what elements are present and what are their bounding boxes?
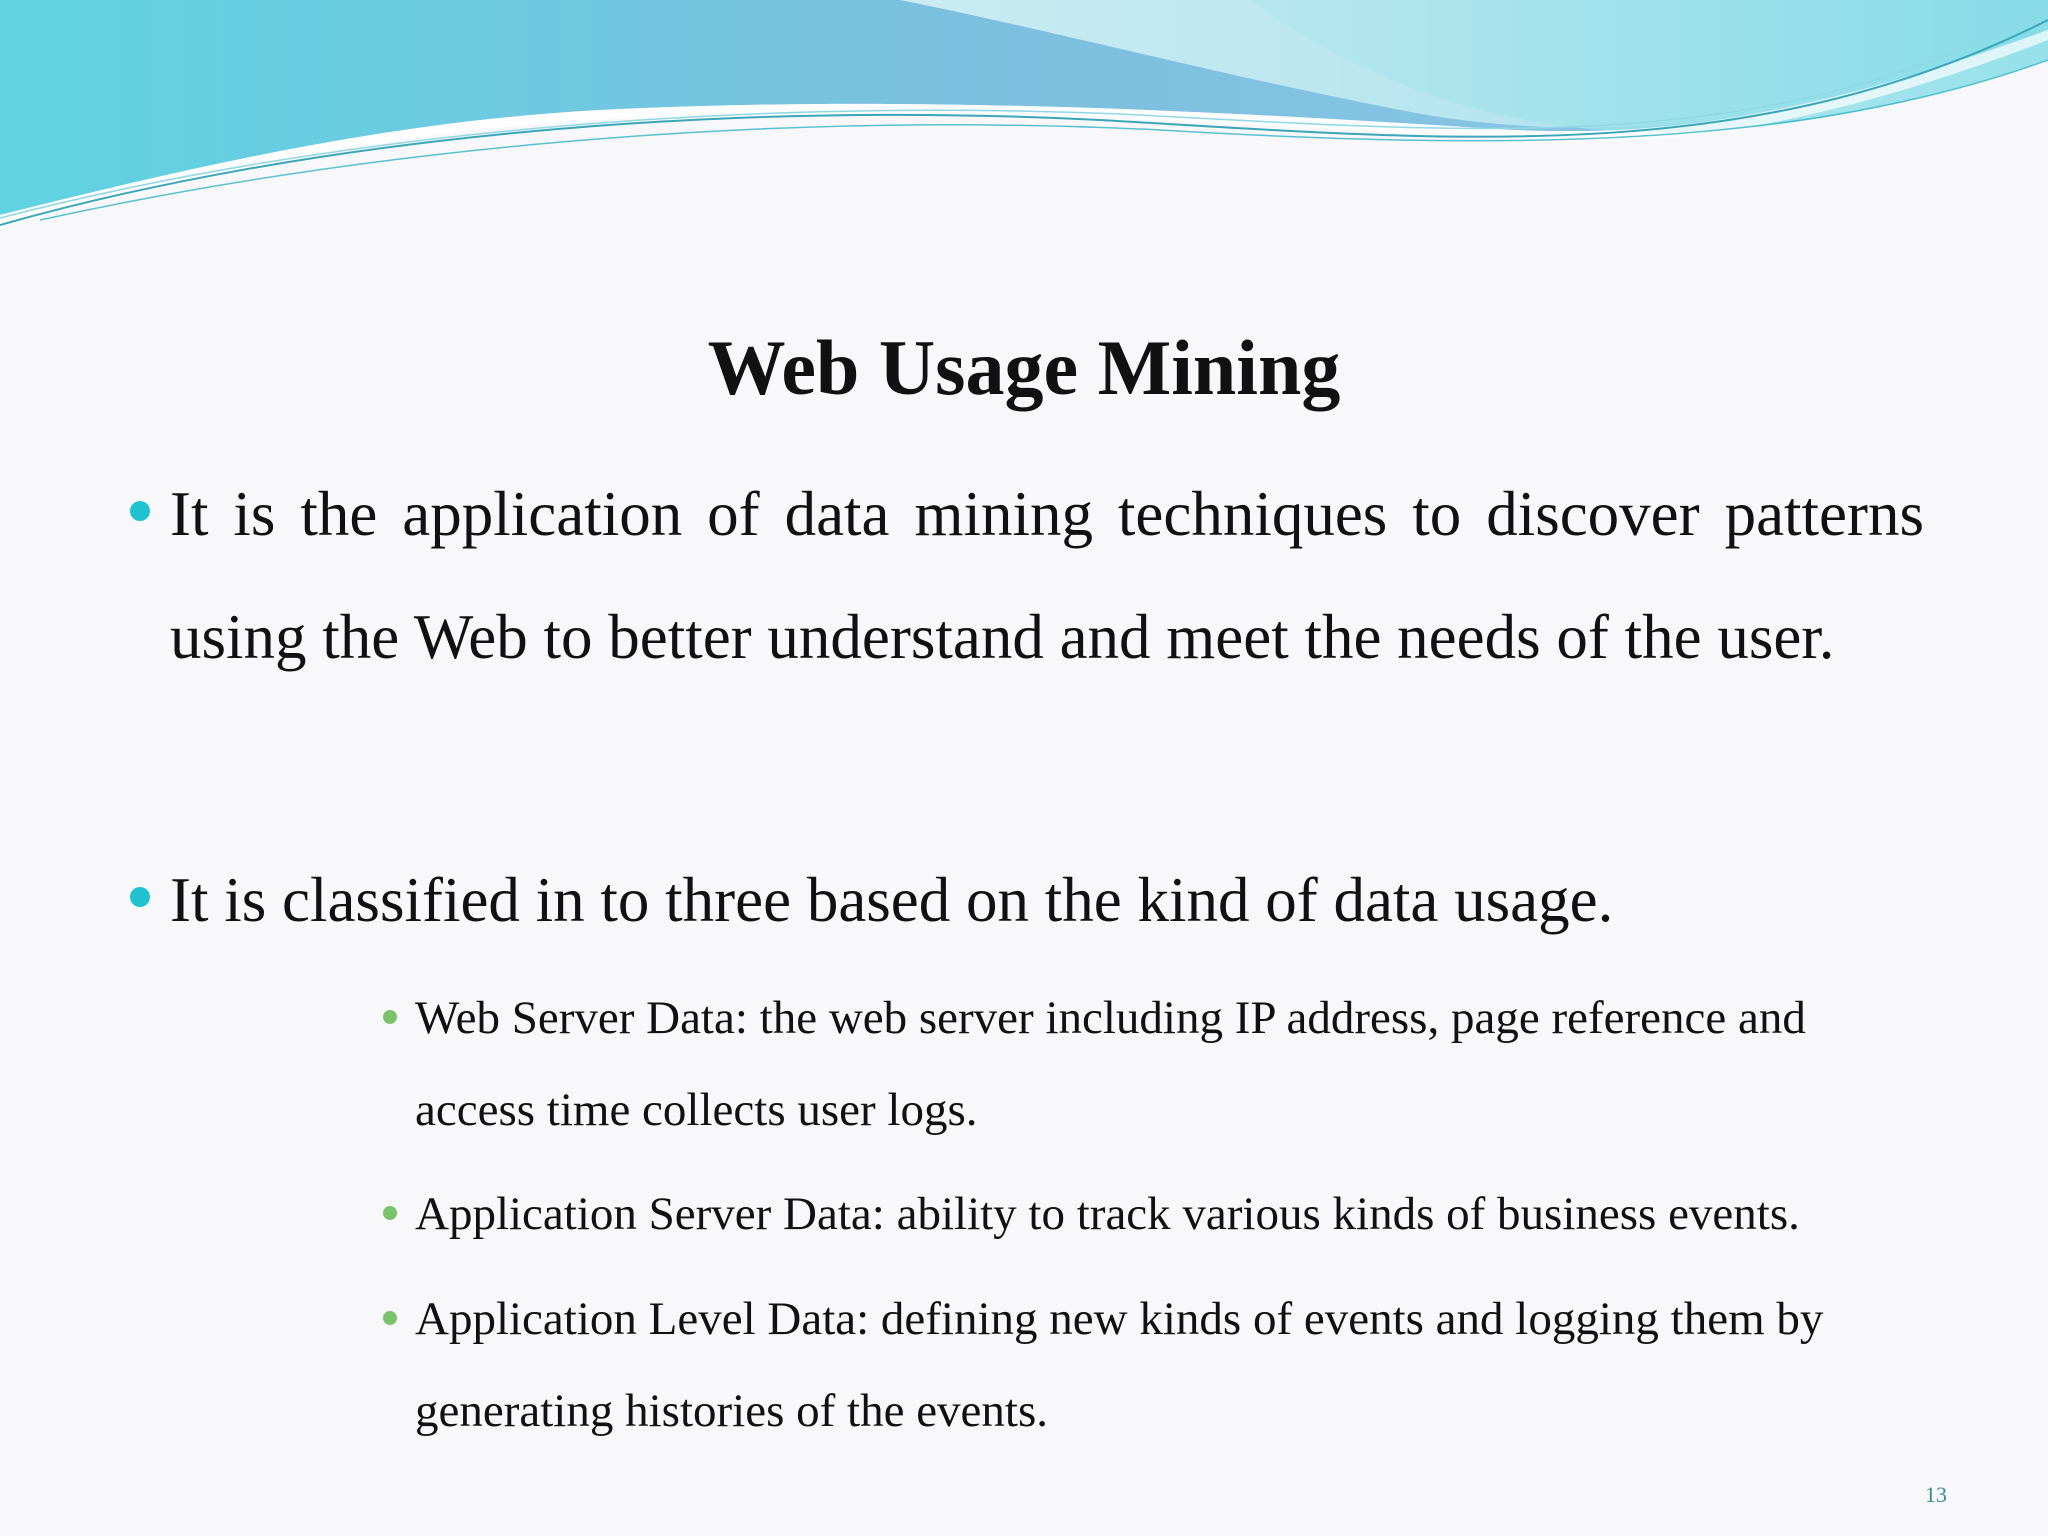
bullet-dot-icon — [130, 887, 150, 907]
slide-title: Web Usage Mining — [707, 324, 1341, 411]
sub-bullet-application-server-data: Application Server Data: ability to track various kinds of business events. — [415, 1188, 1800, 1240]
bullet-item-classification: It is classified in to three based on the kind of data usage. — [170, 865, 1614, 935]
bullet-item-definition: It is the application of data mining techniques to discover patterns using the Web to better understand and meet the needs of the user. — [170, 479, 1924, 672]
page-number: 13 — [1925, 1482, 1947, 1507]
sub-bullet-web-server-data: Web Server Data: the web server including IP address, page reference and access time collects user logs. — [415, 992, 1806, 1136]
bullet-dot-icon — [130, 501, 150, 521]
header-wave-decoration — [0, 0, 2048, 240]
sub-bullet-dot-icon — [383, 1311, 397, 1325]
sub-bullet-dot-icon — [383, 1010, 397, 1024]
sub-bullet-application-level-data: Application Level Data: defining new kinds of events and logging them by generating histories of the events. — [415, 1293, 1824, 1437]
sub-bullet-dot-icon — [383, 1206, 397, 1220]
